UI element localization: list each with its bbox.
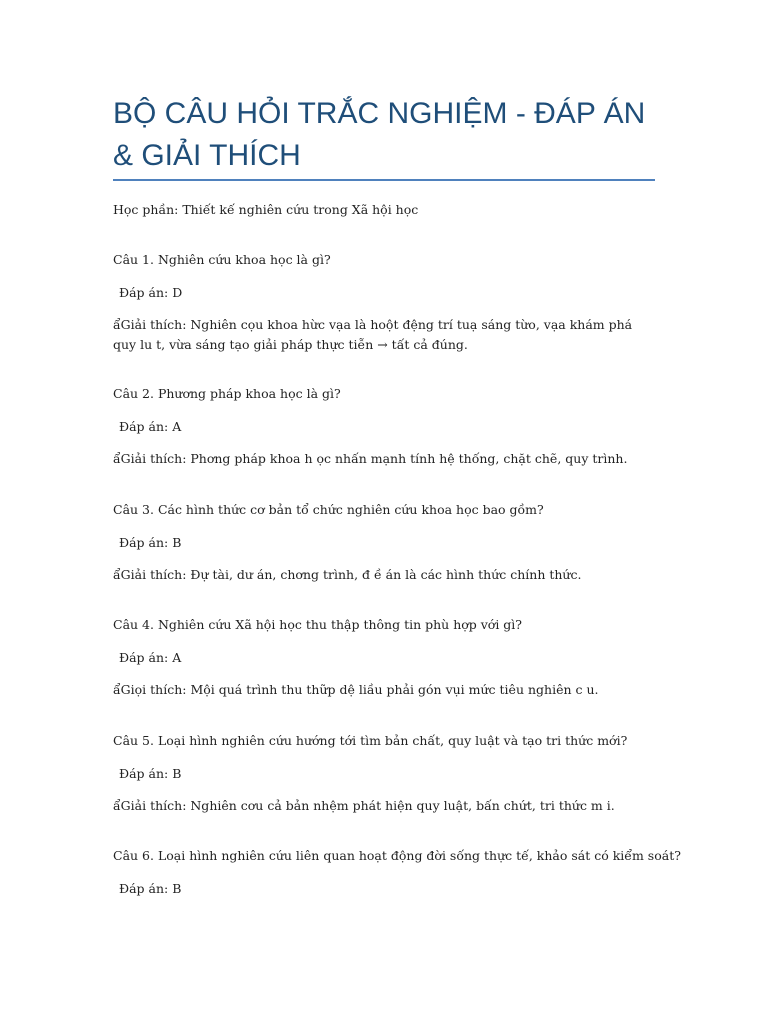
answer-text: Đáp án: A [119,650,182,665]
answer-text: Đáp án: A [119,419,182,434]
question-block-1 [113,250,658,352]
answer-text: Đáp án: D [119,285,183,300]
answer-text: Đáp án: B [119,881,182,896]
question-text: Câu 3. Các hình thức cơ bản tổ chức nghiên cứu khoa học bao gồm? [113,502,544,517]
question-block-6 [113,846,681,896]
title-divider [113,179,655,181]
explanation-text: ẩGiải thích: Phơng pháp khoa h ọc nhấn mạnh tính hệ thống, chặt chẽ, quy trình. [113,451,628,466]
explanation-text: ẩGiải thích: Đự tài, dư án, chơng trình, đ ề án là các hình thức chính thức. [113,567,582,582]
question-block-5 [113,731,658,813]
question-block-3 [113,500,658,582]
question-text: Câu 4. Nghiên cứu Xã hội học thu thập thông tin phù hợp với gì? [113,617,523,632]
explanation-text: ẩGiải thích: Nghiên cơu cả bản nhệm phát hiện quy luật, bấn chứt, tri thức m i. [113,798,615,813]
page-title: BỘ CÂU HỎI TRẮC NGHIỆM - ĐÁP ÁN & GIẢI THÍCH [113,97,646,172]
question-text: Câu 6. Loại hình nghiên cứu liên quan hoạt động đời sống thực tế, khảo sát có kiểm soát? [113,848,681,863]
question-block-2 [113,384,658,466]
course-subtitle: Học phần: Thiết kế nghiên cứu trong Xã hội học [113,202,419,217]
question-text: Câu 2. Phương pháp khoa học là gì? [113,386,341,401]
explanation-text: ẩGiải thích: Nghiên cọu khoa hừc vạa là hoột đệng trí tuạ sáng từo, vạa khám phá quy lu t, vừa sáng tạo giải pháp thực tiễn → tất cả đúng. [113,317,633,352]
explanation-text: ẩGiọi thích: Mội quá trình thu thữp dệ liầu phải gón vụi mức tiêu nghiên c u. [113,682,599,697]
question-text: Câu 1. Nghiên cứu khoa học là gì? [113,252,331,267]
question-text: Câu 5. Loại hình nghiên cứu hướng tới tìm bản chất, quy luật và tạo tri thức mới? [113,733,628,748]
answer-text: Đáp án: B [119,535,182,550]
question-block-4 [113,615,658,697]
answer-text: Đáp án: B [119,766,182,781]
